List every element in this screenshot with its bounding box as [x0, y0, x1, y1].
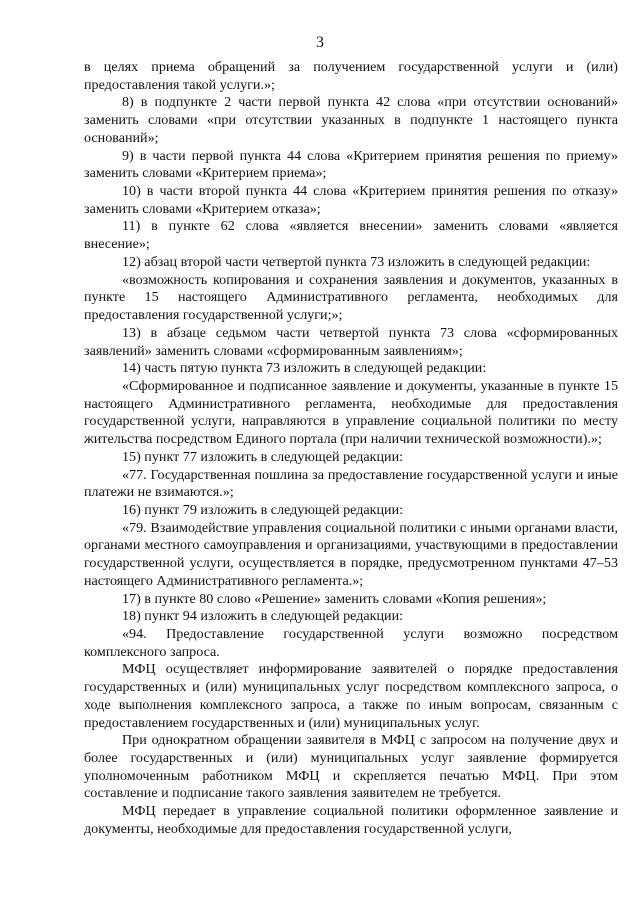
paragraph-19: При однократном обращении заявителя в МФЦ с запросом на получение двух и более государственных и (или) муниципальных услуг заявление формируется уполномоченным работником МФЦ и скрепляется печатью МФЦ. При этом составление и подписание такого заявления заявителем не требуется.	[84, 732, 618, 802]
paragraph-5: 11) в пункте 62 слова «является внесении» заменить словами «является внесение»;	[84, 218, 618, 253]
page-body	[84, 59, 618, 839]
paragraph-12: «77. Государственная пошлина за предоставление государственной услуги и иные платежи не взимаются.»;	[84, 466, 618, 501]
page-number: 3	[316, 34, 324, 51]
paragraph-8: 13) в абзаце седьмом части четвертой пункта 73 слова «сформированных заявлений» заменить словами «сформированным заявлениям»;	[84, 324, 618, 359]
paragraph-14: «79. Взаимодействие управления социальной политики с иными органами власти, органами местного самоуправления и организациями, участвующими в предоставлении государственной услуги, осуществляется в порядке, предусмотренном пунктами 47–53 настоящего Административного регламента.»;	[84, 519, 618, 589]
paragraph-2: 8) в подпункте 2 части первой пункта 42 слова «при отсутствии оснований» заменить словами «при отсутствии указанных в подпункте 1 настоящего пункта оснований»;	[84, 94, 618, 146]
paragraph-6: 12) абзац второй части четвертой пункта 73 изложить в следующей редакции:	[122, 253, 591, 270]
paragraph-10: «Сформированное и подписанное заявление и документы, указанные в пункте 15 настоящего Административного регламента, необходимые для предоставления государственной услуги, направляются в управление социальной политики по месту жительства посредством Единого портала (при наличии технической возможности).»;	[84, 377, 618, 448]
paragraph-13: 16) пункт 79 изложить в следующей редакции:	[122, 501, 404, 518]
paragraph-20: МФЦ передает в управление социальной политики оформленное заявление и документы, необходимые для предоставления государственной услуги,	[84, 803, 618, 837]
paragraph-1: в целях приема обращений за получением государственной услуги и (или) предоставления такой услуги.»;	[84, 59, 618, 93]
paragraph-18: МФЦ осуществляет информирование заявителей о порядке предоставления государственных и (или) муниципальных услуг посредством комплексного запроса, о ходе выполнения комплексного запроса, а также по иным вопросам, связанным с предоставлением государственных и (или) муниципальных услуг.	[84, 661, 618, 731]
paragraph-3: 9) в части первой пункта 44 слова «Критерием принятия решения по приему» заменить словами «Критерием приема»;	[84, 147, 618, 182]
paragraph-9: 14) часть пятую пункта 73 изложить в следующей редакции:	[122, 360, 487, 377]
paragraph-15: 17) в пункте 80 слово «Решение» заменить словами «Копия решения»;	[122, 590, 547, 607]
paragraph-16: 18) пункт 94 изложить в следующей редакции:	[122, 608, 404, 625]
paragraph-4: 10) в части второй пункта 44 слова «Критерием принятия решения по отказу» заменить словами «Критерием отказа»;	[84, 183, 618, 217]
paragraph-7: «возможность копирования и сохранения заявления и документов, указанных в пункте 15 настоящего Административного регламента, необходимых для предоставления государственной услуги;»;	[84, 271, 618, 324]
paragraph-11: 15) пункт 77 изложить в следующей редакции:	[122, 448, 404, 465]
paragraph-17: «94. Предоставление государственной услуги возможно посредством комплексного запроса.	[84, 626, 618, 660]
